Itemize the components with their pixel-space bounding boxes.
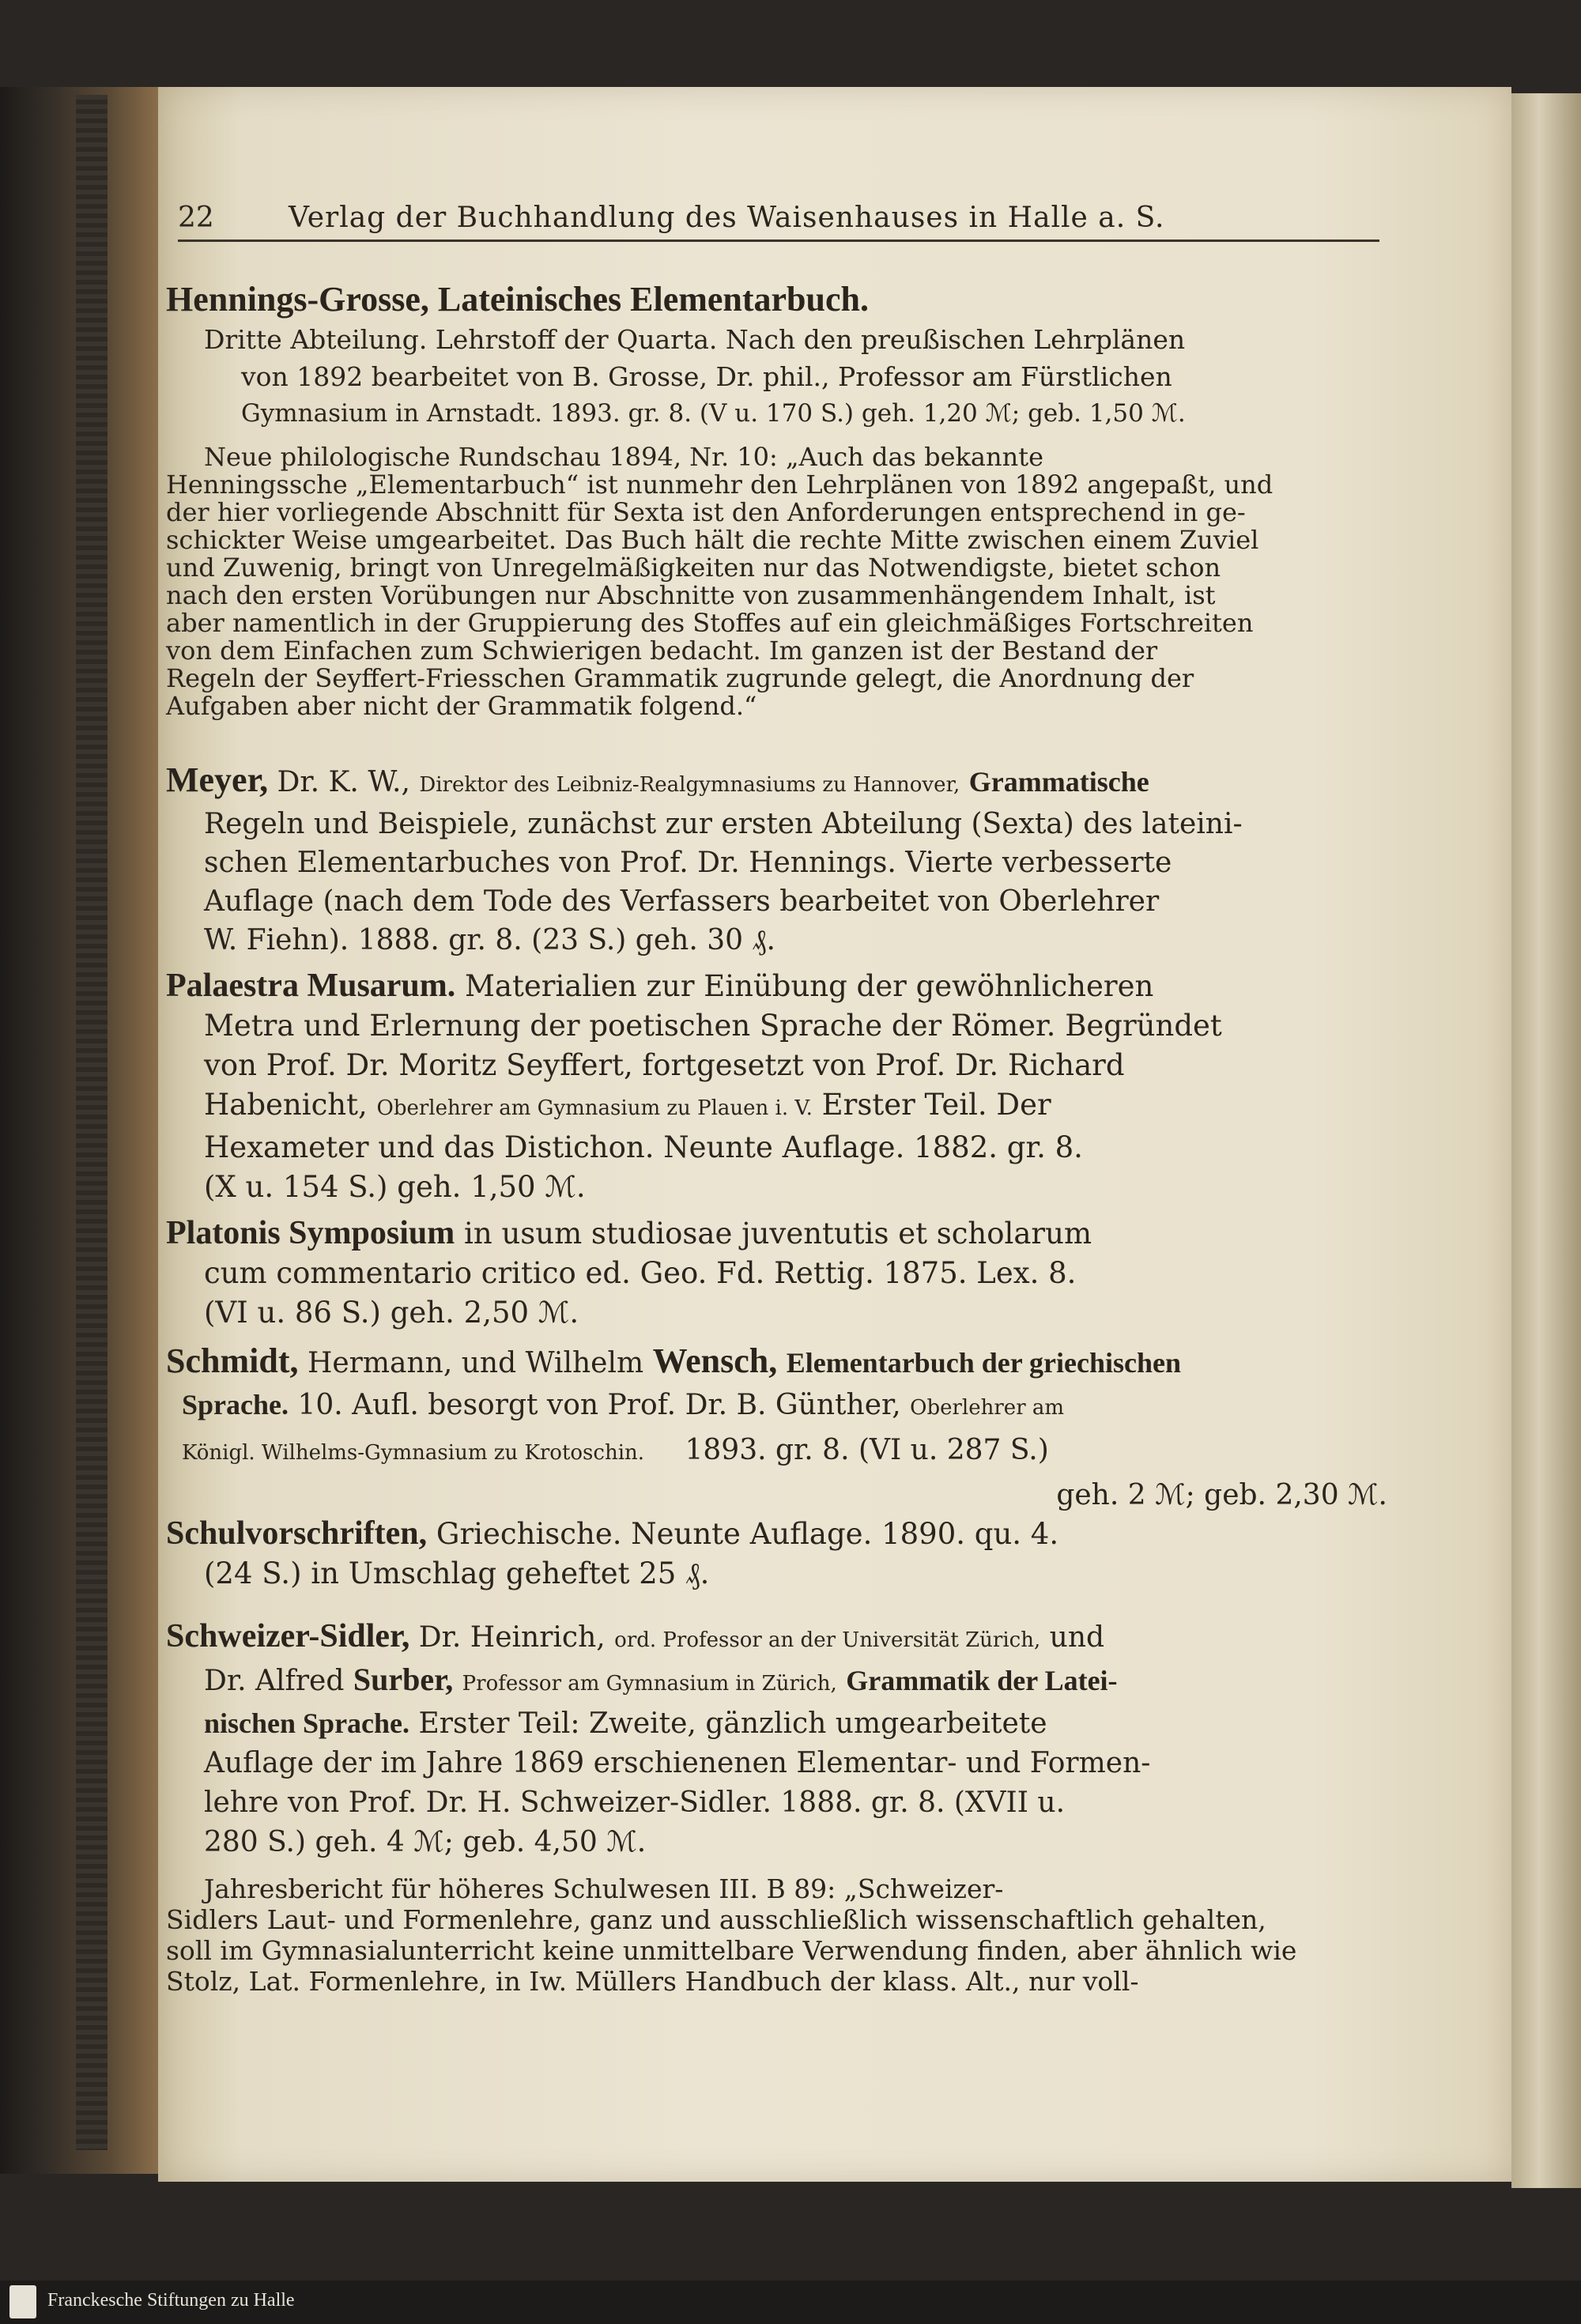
review-line: Sidlers Laut- und Formenlehre, ganz und ausschließlich wissenschaftlich gehalten,: [166, 1904, 1266, 1935]
price: geh. 2,50 ℳ.: [390, 1296, 579, 1330]
page-header: [178, 202, 1379, 242]
book-title: Elementarbuch der griechischen: [786, 1347, 1182, 1379]
author-position: ord. Professor an der Universität Zürich,: [614, 1628, 1041, 1652]
review-line: Jahresbericht für höheres Schulwesen III. B 89: „Schweizer-: [204, 1873, 1004, 1904]
entry-line: von Prof. Dr. Moritz Seyffert, fortgesetzt von Prof. Dr. Richard: [204, 1048, 1125, 1082]
author-name-second: Surber,: [353, 1662, 454, 1697]
entry-line: Dr. Alfred: [204, 1665, 345, 1697]
review-line: und Zuwenig, bringt von Unregelmäßigkeiten nur das Notwendigste, bietet schon: [166, 553, 1221, 583]
review-line: Aufgaben aber nicht der Grammatik folgend.“: [166, 691, 757, 721]
review-line: schickter Weise umgearbeitet. Das Buch hält die rechte Mitte zwischen einem Zuviel: [166, 525, 1259, 555]
entry-line: (X u. 154 S.): [204, 1170, 388, 1204]
institution-name: Franckesche Stiftungen zu Halle: [47, 2290, 295, 2311]
review-line: Stolz, Lat. Formenlehre, in Iw. Müllers Handbuch der klass. Alt., nur voll-: [166, 1966, 1139, 1997]
author-name: Schmidt,: [166, 1341, 299, 1380]
entry-line: von 1892 bearbeitet von B. Grosse, Dr. phil., Professor am Fürstlichen: [241, 361, 1172, 392]
entry-line: Auflage der im Jahre 1869 erschienenen Elementar- und Formen-: [204, 1747, 1151, 1779]
next-page-edge: [1511, 93, 1581, 2188]
entry-schweizer-sidler: [166, 1617, 1387, 1997]
author-position: Direktor des Leibniz-Realgymnasiums zu Hannover,: [419, 773, 960, 797]
entry-line: Hermann, und Wilhelm: [307, 1347, 644, 1379]
price: geh. 1,50 ℳ.: [397, 1170, 586, 1204]
running-title: Verlag der Buchhandlung des Waisenhauses in Halle a. S.: [289, 202, 1165, 234]
author-position: Professor am Gymnasium in Zürich,: [462, 1672, 837, 1696]
review-quote: [166, 1873, 1387, 1997]
author-name: Schweizer-Sidler,: [166, 1618, 410, 1654]
author-name: Platonis Symposium: [166, 1215, 455, 1251]
author-position: Oberlehrer am: [910, 1396, 1065, 1420]
entry-line: Erster Teil. Der: [821, 1088, 1051, 1122]
review-line: Henningssche „Elementarbuch“ ist nunmehr den Lehrplänen von 1892 angepaßt, und: [166, 470, 1273, 500]
entry-line: Metra und Erlernung der poetischen Sprache der Römer. Begründet: [204, 1009, 1222, 1043]
review-quote: [166, 443, 1387, 720]
review-line: soll im Gymnasialunterricht keine unmittelbare Verwendung finden, aber ähnlich wie: [166, 1935, 1297, 1966]
entry-line: in usum studiosae juventutis et scholarum: [464, 1217, 1092, 1251]
entry-line: Dritte Abteilung. Lehrstoff der Quarta. Nach den preußischen Lehrplänen: [204, 324, 1186, 355]
page-number: 22: [178, 202, 214, 234]
review-line: Regeln der Seyffert-Friesschen Grammatik zugrunde gelegt, die Anordnung der: [166, 663, 1194, 693]
entry-line: 280 S.): [204, 1826, 307, 1858]
entry-line: Regeln und Beispiele, zunächst zur ersten Abteilung (Sexta) des lateini-: [204, 808, 1243, 840]
price: geh. 4 ℳ; geb. 4,50 ℳ.: [315, 1826, 647, 1858]
price: in Umschlag geheftet 25 ₰.: [311, 1556, 710, 1590]
entry-meyer: [166, 760, 1387, 960]
author-position: Oberlehrer am Gymnasium zu Plauen i. V.: [376, 1096, 813, 1120]
entry-line: Gymnasium in Arnstadt. 1893. gr. 8. (V u. 170 S.) geh. 1,20 ℳ; geb. 1,50 ℳ.: [241, 399, 1186, 428]
author-name: Meyer,: [166, 760, 269, 799]
entry-line: cum commentario critico ed. Geo. Fd. Rettig. 1875. Lex. 8.: [204, 1256, 1077, 1290]
review-line: nach den ersten Vorübungen nur Abschnitte von zusammenhängendem Inhalt, ist: [166, 580, 1216, 610]
institution-logo-icon: [9, 2285, 36, 2318]
entry-palaestra: [166, 966, 1387, 1207]
entry-hennings: [166, 281, 1387, 720]
review-line: von dem Einfachen zum Schwierigen bedacht. Im ganzen ist der Bestand der: [166, 636, 1158, 666]
footer-bar: [0, 2281, 1581, 2324]
book-title: Sprache.: [182, 1389, 289, 1420]
author-name-second: Wensch,: [652, 1341, 778, 1380]
book-title: nischen Sprache.: [204, 1707, 410, 1739]
price: geh. 2 ℳ; geb. 2,30 ℳ.: [1056, 1479, 1387, 1511]
entry-line: (24 S.): [204, 1556, 302, 1590]
entry-schmidt: [166, 1340, 1387, 1516]
entry-line: lehre von Prof. Dr. H. Schweizer-Sidler. 1888. gr. 8. (XVII u.: [204, 1786, 1066, 1819]
entry-line: Habenicht,: [204, 1088, 368, 1122]
author-details: Dr. K. W.,: [277, 766, 410, 798]
review-line: aber namentlich in der Gruppierung des Stoffes auf ein gleichmäßiges Fortschreiten: [166, 608, 1254, 638]
review-line: Neue philologische Rundschau 1894, Nr. 10: „Auch das bekannte: [204, 442, 1044, 472]
entry-title: Hennings-Grosse, Lateinisches Elementarbuch.: [166, 280, 870, 319]
entry-line: Hexameter und das Distichon. Neunte Auflage. 1882. gr. 8.: [204, 1130, 1083, 1164]
entry-line: Materialien zur Einübung der gewöhnlicheren: [465, 969, 1154, 1003]
author-name: Palaestra Musarum.: [166, 968, 456, 1004]
book-cover-edge: [76, 95, 108, 2150]
entry-platonis: [166, 1213, 1387, 1333]
entry-line: W. Fiehn). 1888. gr. 8. (23 S.): [204, 924, 627, 956]
entry-line: 1893. gr. 8. (VI u. 287 S.): [685, 1434, 1049, 1466]
entry-line: (VI u. 86 S.): [204, 1296, 381, 1330]
entry-line: und: [1049, 1621, 1105, 1654]
author-position: Königl. Wilhelms-Gymnasium zu Krotoschin.: [182, 1441, 645, 1465]
entry-line: Griechische. Neunte Auflage. 1890. qu. 4.: [436, 1517, 1059, 1551]
review-line: der hier vorliegende Abschnitt für Sexta ist den Anforderungen entsprechend in ge-: [166, 497, 1246, 527]
entry-line: schen Elementarbuches von Prof. Dr. Hennings. Vierte verbesserte: [204, 847, 1172, 879]
price: geh. 30 ₰.: [635, 924, 775, 956]
entry-line: Erster Teil: Zweite, gänzlich umgearbeitete: [418, 1707, 1047, 1740]
author-name: Schulvorschriften,: [166, 1515, 428, 1552]
entry-line: 10. Aufl. besorgt von Prof. Dr. B. Günther,: [297, 1389, 901, 1421]
book-title: Grammatische: [968, 766, 1149, 798]
book-title: Grammatik der Latei-: [846, 1665, 1118, 1696]
entry-line: Auflage (nach dem Tode des Verfassers bearbeitet von Oberlehrer: [204, 885, 1160, 918]
entry-schulvorschriften: [166, 1514, 1387, 1594]
entry-line: Dr. Heinrich,: [418, 1621, 606, 1654]
